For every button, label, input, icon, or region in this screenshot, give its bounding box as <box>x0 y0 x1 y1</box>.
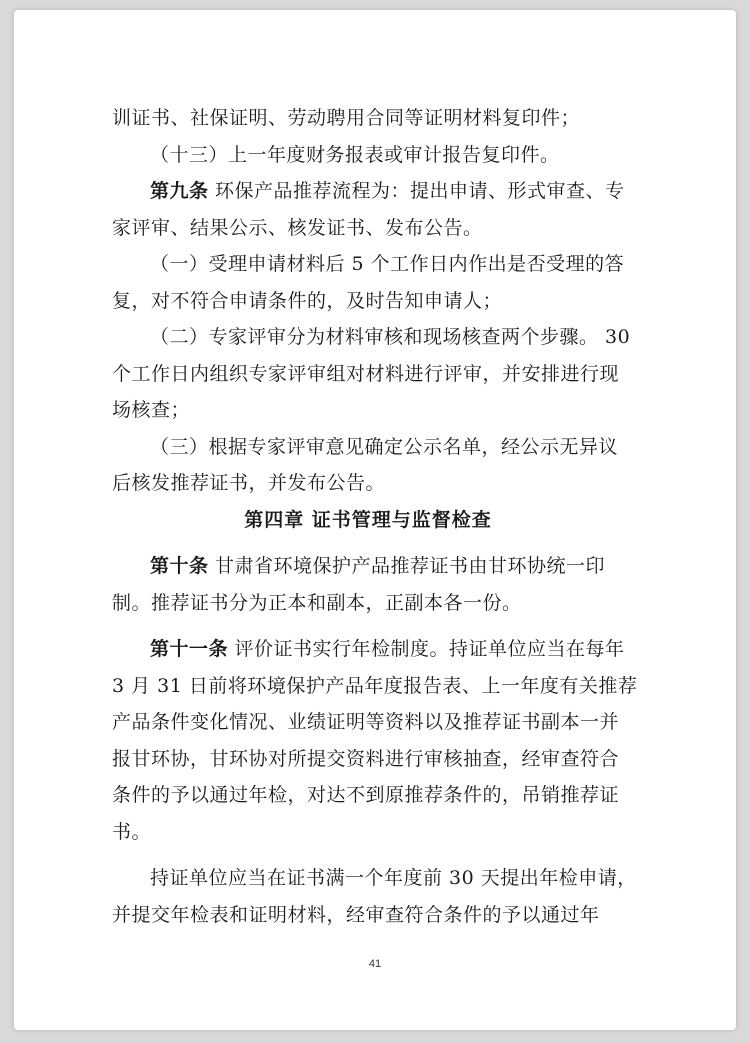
article-heading: 第十条 <box>150 555 209 577</box>
body-line: 后核发推荐证书，并发布公告。 <box>112 472 386 494</box>
article-heading: 第九条 <box>150 180 209 202</box>
body-line: （十三）上一年度财务报表或审计报告复印件。 <box>150 143 560 166</box>
body-line: 并提交年检表和证明材料，经审查符合条件的予以通过年 <box>112 903 600 926</box>
body-line: （二）专家评审分为材料审核和现场核查两个步骤。 30 <box>150 326 631 348</box>
article-heading: 第十一条 <box>150 638 229 660</box>
body-line: 训证书、社保证明、劳动聘用合同等证明材料复印件； <box>112 107 581 129</box>
article-text: 环保产品推荐流程为：提出申请、形式审查、专 <box>208 180 625 202</box>
body-line: （三）根据专家评审意见确定公示名单，经公示无异议 <box>150 435 619 458</box>
body-line: 场核查； <box>112 399 191 421</box>
body-line: 条件的予以通过年检，对达不到原推荐条件的，吊销推荐证 <box>112 784 620 806</box>
body-line: 家评审、结果公示、核发证书、发布公告。 <box>112 216 483 239</box>
body-line: 报甘环协，甘环协对所提交资料进行审核抽查，经审查符合 <box>112 747 620 770</box>
body-line: 书。 <box>112 820 152 843</box>
chapter-heading: 第四章 证书管理与监督检查 <box>244 508 492 531</box>
article-line <box>112 548 624 585</box>
body-line: （一）受理申请材料后 5 个工作日内作出是否受理的答 <box>150 253 625 275</box>
page-number: 41 <box>368 958 382 970</box>
article-text: 甘肃省环境保护产品推荐证书由甘环协统一印 <box>208 555 606 577</box>
body-line: 个工作日内组织专家评审组对材料进行评审，并安排进行现 <box>112 362 620 385</box>
body-line: 制。推荐证书分为正本和副本，正副本各一份。 <box>112 591 522 614</box>
document-body <box>112 100 638 933</box>
article-line <box>112 631 624 668</box>
article-text: 评价证书实行年检制度。持证单位应当在每年 <box>228 638 625 660</box>
body-line: 复，对不符合申请条件的，及时告知申请人； <box>112 289 503 312</box>
article-line <box>112 173 624 210</box>
body-line: 3 月 31 日前将环境保护产品年度报告表、上一年度有关推荐 <box>112 674 638 697</box>
body-line: 持证单位应当在证书满一个年度前 30 天提出年检申请， <box>150 867 637 889</box>
body-line: 产品条件变化情况、业绩证明等资料以及推荐证书副本一并 <box>112 711 620 733</box>
